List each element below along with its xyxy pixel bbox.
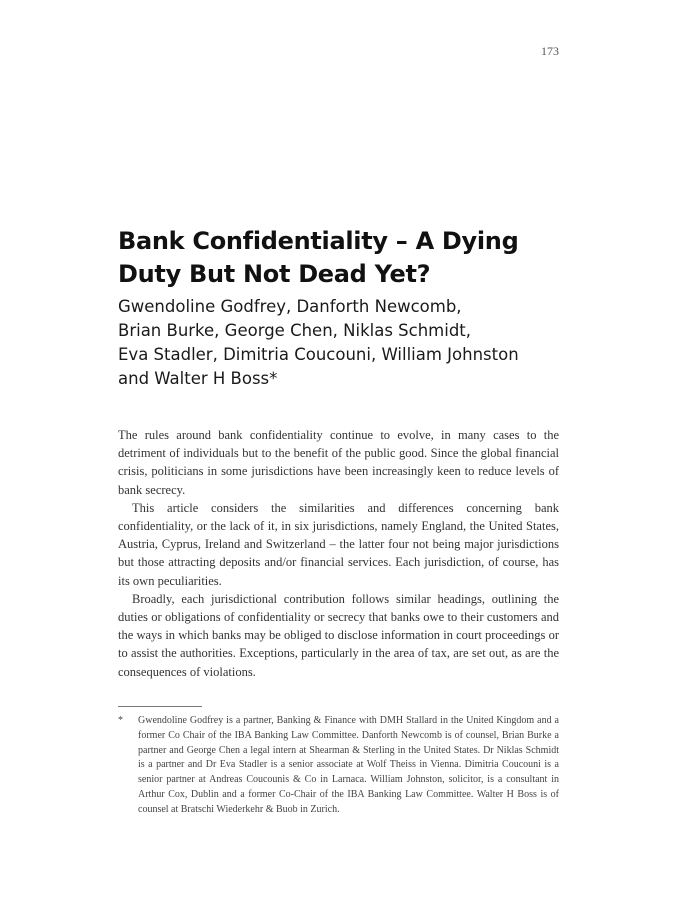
body-paragraph: Broadly, each jurisdictional contribution follows similar headings, outlining the duties or obligations of confidentiality or secrecy that banks owe to their customers and the ways in which banks may be obliged to disclose information in court proceedings or to assist the authorities. Exceptions, particularly in the area of tax, are set out, as are the consequences of violations. [118, 591, 559, 679]
author-list [118, 295, 598, 391]
title-line: Bank Confidentiality – A Dying [118, 227, 519, 255]
page-number: 173 [541, 44, 559, 58]
footnote-text: Gwendoline Godfrey is a partner, Banking & Finance with DMH Stallard in the United Kingdom and a former Co Chair of the IBA Banking Law Committee. Danforth Newcomb is of counsel, Brian Burke a partner and George Chen a legal intern at Shearman & Sterling in the United States. Dr Niklas Schmidt is a partner and Dr Eva Stadler is a senior associate at Wolf Theiss in Vienna. Dimitria Coucouni is a senior partner at Andreas Coucounis & Co in Larnaca. William Johnston, solicitor, is a consultant in Arthur Cox, Dublin and a former Co-Chair of the IBA Banking Law Committee. Walter H Boss is of counsel at Bratschi Wiederkehr & Buob in Zurich. [138, 715, 559, 815]
author-line: Brian Burke, George Chen, Niklas Schmidt, [118, 321, 472, 340]
author-line: Gwendoline Godfrey, Danforth Newcomb, [118, 297, 462, 316]
footnote-marker: * [118, 715, 123, 726]
author-line: Eva Stadler, Dimitria Coucouni, William Johnston [118, 345, 519, 364]
article-body [118, 426, 559, 681]
article-title [118, 225, 588, 291]
body-paragraph: This article considers the similarities and differences concerning bank confidentiality, or the lack of it, in six jurisdictions, namely England, the United States, Austria, Cyprus, Ireland and Switzerland – the latter four not being major jurisdictions but those attracting deposits and/or financial services. Each jurisdiction, of course, has its own peculiarities. [118, 500, 559, 588]
footnote-divider [118, 706, 202, 707]
title-line: Duty But Not Dead Yet? [118, 260, 431, 288]
footnote [118, 714, 559, 818]
body-paragraph: The rules around bank confidentiality continue to evolve, in many cases to the detriment of individuals but to the benefit of the public good. Since the global financial crisis, politicians in some jurisdictions have been increasingly keen to reduce levels of bank secrecy. [118, 428, 559, 497]
author-line: and Walter H Boss* [118, 369, 278, 388]
